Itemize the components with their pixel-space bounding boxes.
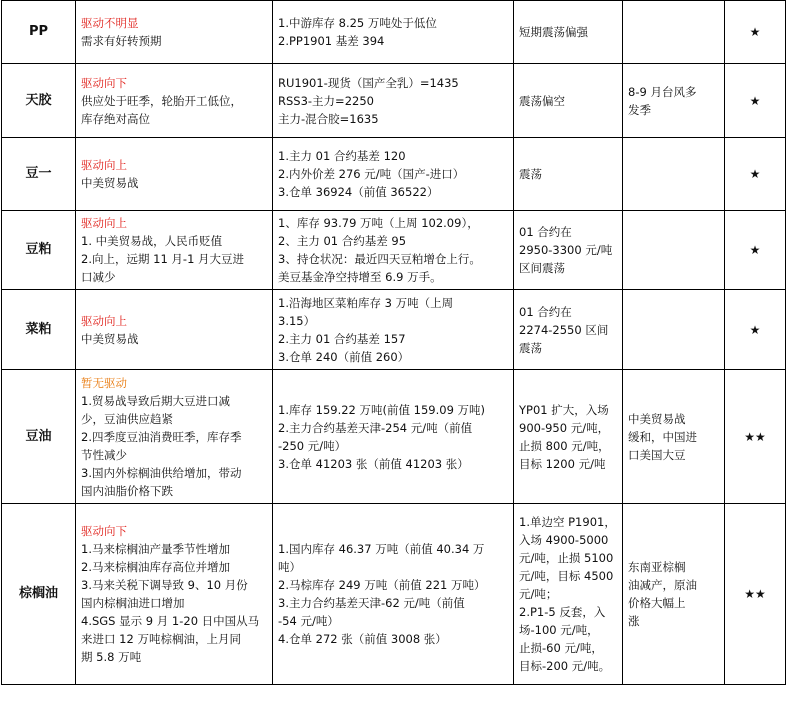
logic-line: 期 5.8 万吨: [81, 650, 142, 664]
strategy-line: 入场 4900-5000: [519, 533, 609, 547]
rating-stars: ★: [725, 211, 786, 290]
logic-line: 需求有好转预期: [81, 34, 162, 48]
table-row: [2, 211, 786, 290]
logic-line: 4.SGS 显示 9 月 1-20 日中国从马: [81, 614, 260, 628]
logic-line: 2.马来棕榈油库存高位并增加: [81, 560, 230, 574]
risk-cell: [623, 290, 725, 370]
rating-stars: ★: [725, 138, 786, 211]
rating-stars: ★: [725, 64, 786, 138]
risk-cell: [623, 138, 725, 211]
strategy-cell: [514, 370, 623, 504]
risk-line: 发季: [628, 102, 651, 117]
logic-cell: [76, 211, 273, 290]
risk-line: 缓和，中国进: [628, 429, 697, 444]
commodity-name: 豆油: [2, 370, 76, 504]
table-row: [2, 370, 786, 504]
table-body: [2, 1, 786, 685]
rating-stars: ★: [725, 1, 786, 64]
rating-stars: ★★: [725, 504, 786, 685]
risk-line: 口美国大豆: [628, 447, 686, 462]
risk-cell: [623, 1, 725, 64]
logic-line: 少，豆油供应趋紧: [81, 411, 173, 426]
logic-line: 3.国内外棕榈油供给增加，带动: [81, 465, 242, 480]
logic-line: 来进口 12 万吨棕榈油，上月同: [81, 632, 241, 646]
data-cell: [273, 211, 514, 290]
table-row: [2, 64, 786, 138]
data-line: 2.主力 01 合约基差 157: [278, 331, 406, 346]
risk-line: 东南亚棕榈: [628, 560, 686, 574]
table-row: [2, 504, 786, 685]
logic-line: 国内油脂价格下跌: [81, 483, 173, 498]
data-line: 2.主力合约基差天津-254 元/吨（前值: [278, 420, 473, 435]
strategy-line: 元/吨，止损 5100: [519, 551, 614, 565]
logic-cell: [76, 138, 273, 211]
logic-line: 1.马来棕榈油产量季节性增加: [81, 542, 230, 556]
data-line: 3.仓单 41203 张（前值 41203 张）: [278, 456, 469, 471]
strategy-line: 区间震荡: [519, 261, 565, 275]
strategy-line: 900-950 元/吨，: [519, 420, 610, 435]
data-line: 2.马棕库存 249 万吨（前值 221 万吨）: [278, 578, 486, 592]
logic-line: 2.四季度豆油消费旺季，库存季: [81, 429, 242, 444]
data-line: 吨）: [278, 560, 301, 574]
rating-stars: ★: [725, 290, 786, 370]
commodity-name: PP: [2, 1, 76, 64]
strategy-line: YP01 扩大，入场: [519, 402, 609, 417]
strategy-line: 震荡: [519, 340, 542, 355]
data-line: 美豆基金净空持增至 6.9 万手。: [278, 270, 442, 284]
logic-line: 国内棕榈油进口增加: [81, 596, 185, 610]
risk-cell: [623, 370, 725, 504]
data-cell: [273, 504, 514, 685]
risk-line: 中美贸易战: [628, 411, 686, 426]
strategy-cell: [514, 64, 623, 138]
data-cell: [273, 1, 514, 64]
risk-line: 涨: [628, 614, 640, 628]
logic-line: 中美贸易战: [81, 176, 139, 190]
strategy-line: 目标 1200 元/吨: [519, 456, 606, 471]
data-cell: [273, 290, 514, 370]
data-line: 4.仓单 272 张（前值 3008 张）: [278, 632, 447, 646]
strategy-cell: [514, 138, 623, 211]
risk-cell: [623, 504, 725, 685]
data-line: -250 元/吨）: [278, 438, 347, 453]
strategy-line: 止损-60 元/吨，: [519, 641, 603, 655]
driver-label: 驱动向下: [81, 75, 127, 90]
driver-label: 暂无驱动: [81, 375, 127, 390]
logic-line: 2.向上，远期 11 月-1 月大豆进: [81, 252, 245, 266]
strategy-line: 元/吨，目标 4500: [519, 569, 614, 583]
strategy-line: 1.单边空 P1901，: [519, 515, 616, 529]
data-line: 3.仓单 36924（前值 36522）: [278, 185, 439, 199]
logic-line: 供应处于旺季，轮胎开工低位，: [81, 93, 242, 108]
logic-line: 节性减少: [81, 447, 127, 462]
data-line: 3.仓单 240（前值 260）: [278, 349, 410, 364]
risk-line: 价格大幅上: [628, 596, 686, 610]
logic-cell: [76, 290, 273, 370]
strategy-cell: [514, 1, 623, 64]
data-cell: [273, 138, 514, 211]
data-line: RU1901-现货（国产全乳）=1435: [278, 75, 459, 90]
data-line: 主力-混合胶=1635: [278, 111, 379, 126]
driver-label: 驱动向上: [81, 216, 127, 230]
data-line: RSS3-主力=2250: [278, 93, 374, 108]
data-line: 1.库存 159.22 万吨(前值 159.09 万吨): [278, 402, 486, 417]
strategy-line: 止损 800 元/吨，: [519, 438, 610, 453]
logic-cell: [76, 64, 273, 138]
data-line: 2.PP1901 基差 394: [278, 34, 385, 48]
data-line: 1.国内库存 46.37 万吨（前值 40.34 万: [278, 542, 485, 556]
strategy-line: 元/吨；: [519, 587, 558, 601]
logic-line: 库存绝对高位: [81, 111, 150, 126]
risk-line: 8-9 月台风多: [628, 84, 697, 99]
commodity-name: 菜粕: [2, 290, 76, 370]
strategy-line: 2274-2550 区间: [519, 322, 609, 337]
strategy-cell: [514, 290, 623, 370]
table-row: [2, 1, 786, 64]
data-line: 3、持仓状况：最近四天豆粕增仓上行。: [278, 252, 481, 266]
strategy-line: 震荡: [519, 167, 542, 181]
logic-line: 3.马来关税下调导致 9、10 月份: [81, 578, 248, 592]
risk-cell: [623, 211, 725, 290]
logic-line: 口减少: [81, 270, 116, 284]
data-cell: [273, 370, 514, 504]
rating-stars: ★★: [725, 370, 786, 504]
driver-label: 驱动向下: [81, 524, 127, 538]
data-line: -54 元/吨）: [278, 614, 339, 628]
strategy-line: 场-100 元/吨，: [519, 623, 599, 637]
strategy-line: 震荡偏空: [519, 93, 565, 108]
driver-label: 驱动不明显: [81, 16, 139, 30]
data-line: 1.中游库存 8.25 万吨处于低位: [278, 16, 437, 30]
logic-cell: [76, 1, 273, 64]
strategy-line: 短期震荡偏强: [519, 25, 588, 39]
strategy-cell: [514, 211, 623, 290]
data-line: 1.沿海地区菜粕库存 3 万吨（上周: [278, 295, 454, 310]
table-row: [2, 138, 786, 211]
data-line: 2、主力 01 合约基差 95: [278, 234, 407, 248]
commodity-name: 豆一: [2, 138, 76, 211]
commodity-name: 棕榈油: [2, 504, 76, 685]
commodity-name: 豆粕: [2, 211, 76, 290]
strategy-line: 2950-3300 元/吨: [519, 243, 613, 257]
strategy-line: 01 合约在: [519, 304, 572, 319]
commodity-name: 天胶: [2, 64, 76, 138]
risk-line: 油减产，原油: [628, 578, 697, 592]
logic-line: 中美贸易战: [81, 331, 139, 346]
data-cell: [273, 64, 514, 138]
strategy-line: 2.P1-5 反套，入: [519, 605, 606, 619]
commodity-table: [1, 0, 786, 685]
table-row: [2, 290, 786, 370]
logic-cell: [76, 504, 273, 685]
driver-label: 驱动向上: [81, 313, 127, 328]
data-line: 3.15）: [278, 313, 316, 328]
logic-line: 1. 中美贸易战，人民币贬值: [81, 234, 223, 248]
logic-cell: [76, 370, 273, 504]
strategy-cell: [514, 504, 623, 685]
risk-cell: [623, 64, 725, 138]
data-line: 2.内外价差 276 元/吨（国产-进口）: [278, 167, 465, 181]
strategy-line: 01 合约在: [519, 225, 572, 239]
strategy-line: 目标-200 元/吨。: [519, 659, 611, 673]
driver-label: 驱动向上: [81, 158, 127, 172]
data-line: 1.主力 01 合约基差 120: [278, 149, 406, 163]
data-line: 1、库存 93.79 万吨（上周 102.09），: [278, 216, 479, 230]
data-line: 3.主力合约基差天津-62 元/吨（前值: [278, 596, 465, 610]
logic-line: 1.贸易战导致后期大豆进口减: [81, 393, 230, 408]
